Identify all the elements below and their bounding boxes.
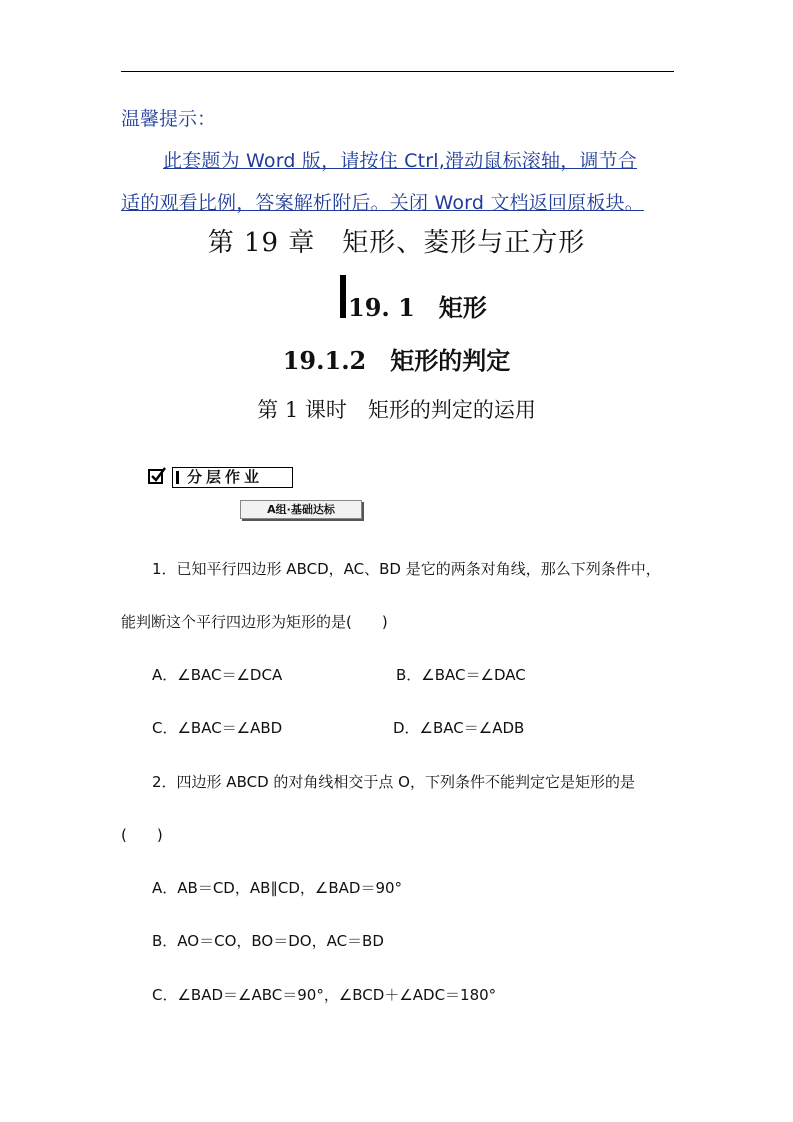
section-title: 19. 1 矩形 <box>348 293 487 322</box>
chapter-title: 第 19 章 矩形、菱形与正方形 <box>207 228 586 258</box>
section-bar <box>340 275 346 318</box>
group-a-tag: A组·基础达标 <box>240 500 362 519</box>
lesson-title: 第 1 课时 矩形的判定的运用 <box>257 398 536 422</box>
tip-line-2: 适的观看比例，答案解析附后。关闭 Word 文档返回原板块。 <box>121 192 644 214</box>
top-rule <box>121 71 674 72</box>
question-1-line-1: 1．已知平行四边形 ABCD，AC、BD 是它的两条对角线，那么下列条件中， <box>152 560 661 578</box>
question-1-option-b: B．∠BAC＝∠DAC <box>396 666 526 684</box>
question-1-option-d: D．∠BAC＝∠ADB <box>393 719 525 737</box>
question-2-option-c: C．∠BAD＝∠ABC＝90°，∠BCD＋∠ADC＝180° <box>152 986 497 1004</box>
question-1-option-c: C．∠BAC＝∠ABD <box>152 719 283 737</box>
question-1-line-2: 能判断这个平行四边形为矩形的是( ) <box>121 613 388 631</box>
question-2-line-2: ( ) <box>121 826 163 844</box>
checkbox-icon <box>148 467 166 485</box>
question-2-line-1: 2．四边形 ABCD 的对角线相交于点 O，下列条件不能判定它是矩形的是 <box>152 773 635 791</box>
question-2-option-a: A．AB＝CD，AB∥CD，∠BAD＝90° <box>152 879 403 897</box>
question-2-option-b: B．AO＝CO，BO＝DO，AC＝BD <box>152 932 384 950</box>
tip-line-1: 此套题为 Word 版，请按住 Ctrl,滑动鼠标滚轴，调节合 <box>163 150 638 172</box>
subsection-title: 19.1.2 矩形的判定 <box>282 346 511 375</box>
tip-title: 温馨提示： <box>121 108 217 130</box>
layered-homework-tag <box>172 467 293 488</box>
layered-homework-label: 分层作业 <box>187 468 264 486</box>
question-1-option-a: A．∠BAC＝∠DCA <box>152 666 283 684</box>
